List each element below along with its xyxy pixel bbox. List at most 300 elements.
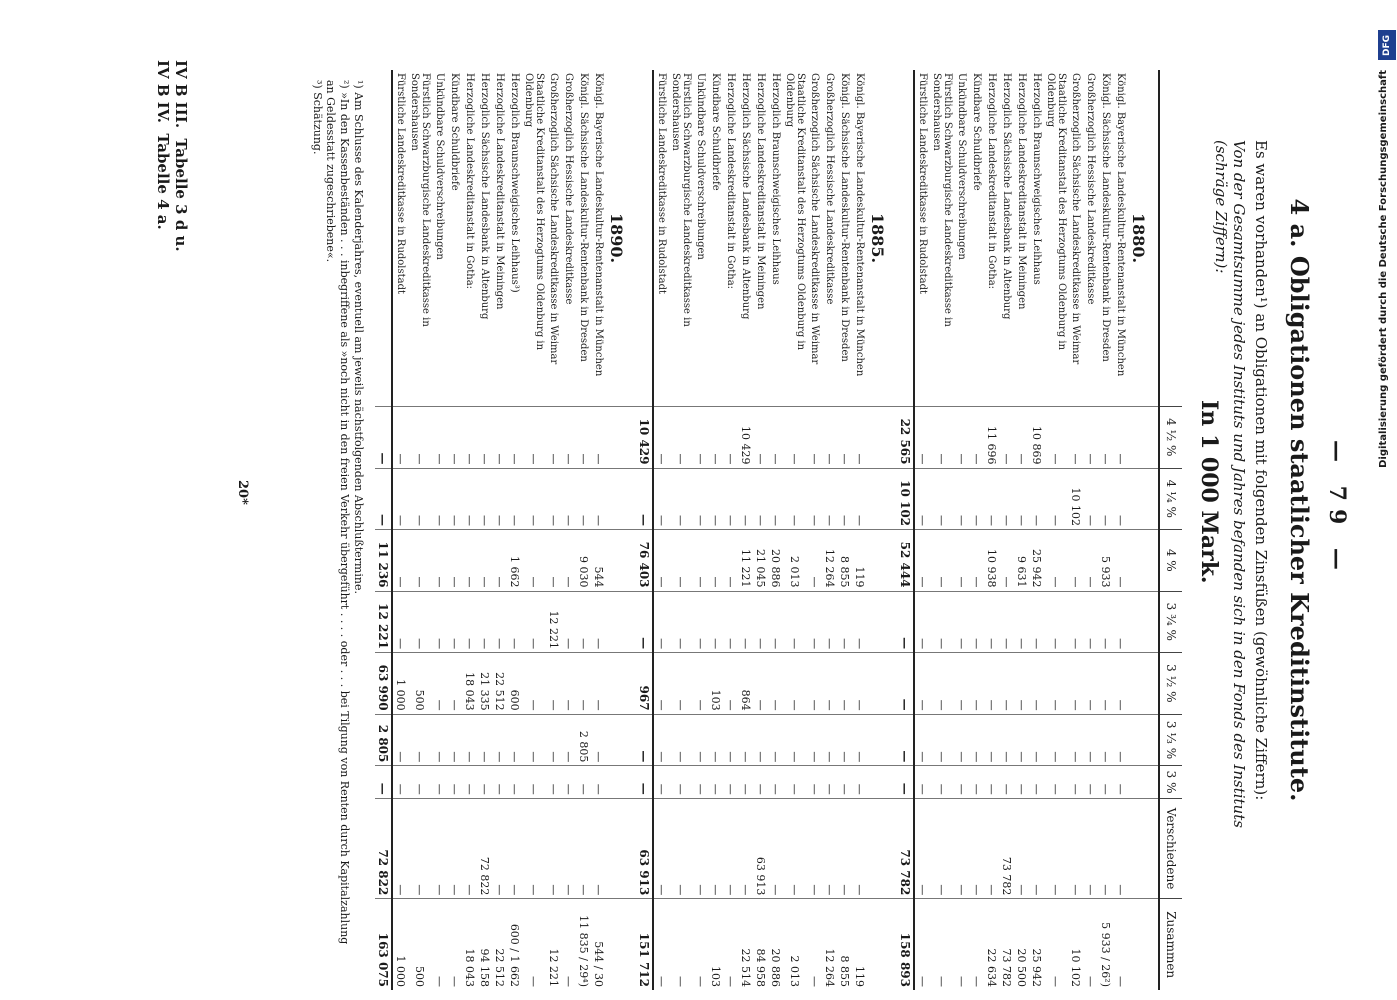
row-label: Kündbare Schuldbriefe xyxy=(710,73,721,191)
table-cell: — xyxy=(561,468,576,530)
row-label: Herzogliche Landeskreditanstalt in Gotha: xyxy=(464,73,475,290)
table-row xyxy=(852,70,867,990)
table-cell: — xyxy=(1014,653,1029,715)
table-cell: 10 102 xyxy=(1068,899,1083,990)
table-cell: — xyxy=(768,653,783,715)
row-label: Fürstlich Schwarzburgische Landeskreditkasse in Sondershausen xyxy=(670,73,692,327)
table-cell: — xyxy=(392,468,408,530)
row-label: Herzoglich Sächsische Landesbank in Altenburg xyxy=(1001,73,1012,320)
table-cell: — xyxy=(1113,714,1128,766)
table-cell: — xyxy=(807,714,822,766)
table-cell: — xyxy=(738,591,753,653)
table-cell: — xyxy=(969,591,984,653)
table-cell: 2 013 xyxy=(783,899,807,990)
table-cell: — xyxy=(669,899,693,990)
table-cell: — xyxy=(837,714,852,766)
year-spacer xyxy=(606,530,636,592)
table-cell: — xyxy=(591,766,606,798)
table-cell: — xyxy=(708,530,723,592)
table-cell: — xyxy=(753,766,768,798)
table-cell: — xyxy=(408,766,432,798)
table-cell: — xyxy=(1098,798,1113,899)
table-cell: — xyxy=(708,591,723,653)
table-cell: — xyxy=(837,468,852,530)
table-cell: — xyxy=(576,591,591,653)
total-cell: — xyxy=(897,714,914,766)
page-corner-mark: 20* xyxy=(235,480,250,505)
col-header: 3 ½ % xyxy=(1159,653,1182,715)
table-cell: 500 xyxy=(408,899,432,990)
table-cell: — xyxy=(561,653,576,715)
table-cell: 21 335 xyxy=(477,653,492,715)
year-spacer xyxy=(1128,766,1159,798)
table-row xyxy=(462,70,477,990)
table-cell: — xyxy=(708,798,723,899)
ref-line2-b: Tabelle 4 a. xyxy=(154,133,172,230)
table-cell: — xyxy=(1044,407,1068,469)
table-cell: — xyxy=(969,714,984,766)
table-cell: — xyxy=(1014,407,1029,469)
table-cell: — xyxy=(807,591,822,653)
total-cell: 76 403 xyxy=(636,530,653,592)
table-cell: 2 805 xyxy=(576,714,591,766)
table-cell: — xyxy=(507,407,522,469)
table-cell: — xyxy=(807,766,822,798)
table-cell: — xyxy=(783,766,807,798)
row-label: Königl. Bayerische Landeskultur-Rentenanstalt in München xyxy=(854,73,865,377)
table-cell: — xyxy=(954,798,969,899)
table-cell: — xyxy=(1083,407,1098,469)
table-cell: — xyxy=(723,653,738,715)
year-spacer xyxy=(606,714,636,766)
ref-line2-a: IV B IV. xyxy=(154,60,172,124)
row-label: Herzoglich Sächsische Landesbank in Altenburg xyxy=(479,73,490,320)
dfg-text: Digitalisierung gefördert durch die Deutsche Forschungsgemeinschaft xyxy=(1378,70,1389,468)
table-cell: — xyxy=(723,899,738,990)
table-cell: — xyxy=(954,591,969,653)
table-cell: — xyxy=(1083,714,1098,766)
obligations-table xyxy=(375,70,1182,990)
table-cell: — xyxy=(561,530,576,592)
table-row xyxy=(930,70,954,990)
table-cell: 544 / 30 xyxy=(591,899,606,990)
table-cell: — xyxy=(723,591,738,653)
table-cell: 500 xyxy=(408,653,432,715)
table-cell: — xyxy=(693,591,708,653)
table-row xyxy=(822,70,837,990)
table-cell: — xyxy=(753,468,768,530)
table-cell: — xyxy=(969,530,984,592)
table-cell: — xyxy=(753,407,768,469)
table-cell: — xyxy=(522,530,546,592)
table-body xyxy=(375,70,1159,990)
row-label: Großherzoglich Hessische Landeskreditkasse xyxy=(824,73,835,305)
ref-line1-b: Tabelle 3 d u. xyxy=(172,138,190,252)
year-spacer xyxy=(1128,407,1159,469)
table-cell: — xyxy=(447,407,462,469)
table-cell: — xyxy=(914,798,930,899)
table-cell: — xyxy=(447,591,462,653)
table-cell: — xyxy=(492,407,507,469)
row-label: Großherzoglich Sächsische Landeskreditkasse in Weimar xyxy=(1070,73,1081,365)
year-spacer xyxy=(867,653,897,715)
table-cell: — xyxy=(447,653,462,715)
footnote-2: ²) »In den Kassenbeständen . . . inbegriffene als »noch nicht in den freien Verkehr übergeführt . . . . oder . . . bei Tilgung von Renten durch Kapitalzahlung an Geldesstatt zugeschriebene«. xyxy=(324,80,352,945)
table-cell: — xyxy=(783,591,807,653)
row-label: Herzogliche Landeskreditanstalt in Meiningen xyxy=(494,73,505,310)
table-cell: — xyxy=(546,653,561,715)
total-cell: — xyxy=(636,591,653,653)
col-header: 3 ¾ % xyxy=(1159,591,1182,653)
total-row xyxy=(636,70,653,990)
table-cell: — xyxy=(1044,468,1068,530)
table-cell: 73 782 xyxy=(999,899,1014,990)
table-cell: — xyxy=(546,714,561,766)
row-label: Herzogliche Landeskreditanstalt in Meiningen xyxy=(1016,73,1027,310)
total-cell: 2 805 xyxy=(375,714,392,766)
row-label: Großherzoglich Hessische Landeskreditkasse xyxy=(563,73,574,305)
year-spacer xyxy=(1128,468,1159,530)
table-cell: — xyxy=(738,766,753,798)
table-cell: — xyxy=(669,798,693,899)
table-cell: — xyxy=(1098,653,1113,715)
table-cell: — xyxy=(561,798,576,899)
year-spacer xyxy=(867,714,897,766)
table-cell: — xyxy=(852,591,867,653)
table-cell: — xyxy=(1113,798,1128,899)
table-cell: — xyxy=(1098,766,1113,798)
page-number: — 79 — xyxy=(1324,440,1350,578)
table-cell: — xyxy=(954,766,969,798)
year-spacer xyxy=(867,591,897,653)
table-cell: — xyxy=(768,468,783,530)
table-row xyxy=(914,70,930,990)
table-cell: — xyxy=(914,766,930,798)
year-spacer xyxy=(606,591,636,653)
table-cell: — xyxy=(1044,714,1068,766)
table-cell: — xyxy=(462,714,477,766)
table-cell: — xyxy=(392,798,408,899)
year-spacer xyxy=(867,530,897,592)
table-cell: — xyxy=(822,766,837,798)
table-cell: — xyxy=(1014,714,1029,766)
table-cell: 22 514 xyxy=(738,899,753,990)
table-cell: — xyxy=(492,766,507,798)
table-row xyxy=(984,70,999,990)
table-cell: 1 662 xyxy=(507,530,522,592)
year-spacer xyxy=(606,899,636,990)
table-cell: — xyxy=(969,653,984,715)
table-row xyxy=(591,70,606,990)
table-row xyxy=(1029,70,1044,990)
table-cell: 2 013 xyxy=(783,530,807,592)
total-cell: — xyxy=(897,766,914,798)
table-cell: — xyxy=(954,530,969,592)
table-cell: — xyxy=(1044,766,1068,798)
table-cell: — xyxy=(507,468,522,530)
table-cell: — xyxy=(561,766,576,798)
table-cell: — xyxy=(954,714,969,766)
table-cell: 18 043 xyxy=(462,899,477,990)
table-cell: — xyxy=(723,798,738,899)
year-spacer xyxy=(606,766,636,798)
table-cell: — xyxy=(576,798,591,899)
table-cell: — xyxy=(653,899,669,990)
table-cell: — xyxy=(768,591,783,653)
table-row xyxy=(392,70,408,990)
table-cell: — xyxy=(669,766,693,798)
table-row xyxy=(807,70,822,990)
unit-label: In 1 000 Mark. xyxy=(1196,400,1222,584)
table-cell: — xyxy=(1113,530,1128,592)
table-cell: — xyxy=(984,468,999,530)
table-cell: — xyxy=(984,653,999,715)
table-reference xyxy=(154,60,190,252)
col-header: 4 ¼ % xyxy=(1159,468,1182,530)
total-cell: 11 236 xyxy=(375,530,392,592)
table-cell: — xyxy=(693,407,708,469)
table-header-row xyxy=(1159,70,1182,990)
table-cell: — xyxy=(669,468,693,530)
table-cell: — xyxy=(392,407,408,469)
table-cell: 1 000 xyxy=(392,653,408,715)
table-row xyxy=(669,70,693,990)
table-cell: — xyxy=(852,766,867,798)
table-cell: — xyxy=(1029,591,1044,653)
table-cell: — xyxy=(447,714,462,766)
table-cell: 22 512 xyxy=(492,653,507,715)
table-cell: — xyxy=(914,468,930,530)
table-cell: — xyxy=(1083,899,1098,990)
table-row xyxy=(576,70,591,990)
table-cell: — xyxy=(462,407,477,469)
total-row xyxy=(375,70,392,990)
table-row xyxy=(653,70,669,990)
col-header: 3 % xyxy=(1159,766,1182,798)
table-cell: — xyxy=(546,766,561,798)
table-cell: — xyxy=(837,653,852,715)
table-cell: — xyxy=(653,766,669,798)
table-cell: 73 782 xyxy=(999,798,1014,899)
table-cell: — xyxy=(1113,591,1128,653)
table-cell: — xyxy=(807,407,822,469)
table-cell: 119 xyxy=(852,530,867,592)
total-cell: — xyxy=(636,468,653,530)
total-cell: 73 782 xyxy=(897,798,914,899)
row-label: Herzogliche Landeskreditanstalt in Gotha: xyxy=(725,73,736,290)
table-cell: — xyxy=(723,468,738,530)
table-cell: — xyxy=(408,468,432,530)
table-cell: — xyxy=(546,407,561,469)
table-cell: — xyxy=(432,530,447,592)
table-cell: 22 512 xyxy=(492,899,507,990)
table-cell: — xyxy=(392,591,408,653)
table-cell: — xyxy=(954,407,969,469)
table-cell: 9 631 xyxy=(1014,530,1029,592)
table-cell: — xyxy=(984,591,999,653)
row-label: Staatliche Kreditanstalt des Herzogtums Oldenburg in Oldenburg xyxy=(784,73,806,351)
row-label: Königl. Sächsische Landeskultur-Rentenbank in Dresden xyxy=(839,73,850,362)
table-cell: — xyxy=(693,714,708,766)
table-cell: — xyxy=(507,714,522,766)
table-cell: — xyxy=(693,653,708,715)
table-cell: — xyxy=(693,798,708,899)
total-cell: 158 893 xyxy=(897,899,914,990)
year-spacer xyxy=(867,766,897,798)
table-cell: — xyxy=(1044,591,1068,653)
table-row xyxy=(837,70,852,990)
table-cell: 63 913 xyxy=(753,798,768,899)
table-cell: — xyxy=(522,468,546,530)
table-cell: 103 xyxy=(708,899,723,990)
table-cell: — xyxy=(477,530,492,592)
row-label: Staatliche Kreditanstalt des Herzogtums Oldenburg in Oldenburg xyxy=(523,73,545,351)
year-spacer xyxy=(606,798,636,899)
row-label: Herzogliche Landeskreditanstalt in Meiningen xyxy=(755,73,766,310)
table-cell: — xyxy=(408,591,432,653)
table-cell: — xyxy=(492,530,507,592)
table-cell: — xyxy=(930,766,954,798)
table-cell: 11 696 xyxy=(984,407,999,469)
table-cell: 94 158 xyxy=(477,899,492,990)
row-label: Herzogliche Landeskreditanstalt in Gotha: xyxy=(986,73,997,290)
table-cell: 25 942 xyxy=(1029,530,1044,592)
table-row xyxy=(1083,70,1098,990)
table-cell: — xyxy=(432,899,447,990)
table-cell: — xyxy=(1014,766,1029,798)
table-row xyxy=(432,70,447,990)
total-cell: 52 444 xyxy=(897,530,914,592)
table-cell: — xyxy=(914,530,930,592)
year-spacer xyxy=(1128,798,1159,899)
table-cell: — xyxy=(447,766,462,798)
label-header xyxy=(1159,70,1182,407)
table-cell: — xyxy=(546,468,561,530)
table-cell: — xyxy=(1029,468,1044,530)
total-cell: 22 565 xyxy=(897,407,914,469)
table-row xyxy=(507,70,522,990)
table-row xyxy=(1044,70,1068,990)
total-cell: — xyxy=(375,766,392,798)
total-cell: 72 822 xyxy=(375,798,392,899)
table-row xyxy=(969,70,984,990)
table-cell: — xyxy=(1014,591,1029,653)
table-cell: 10 102 xyxy=(1068,468,1083,530)
table-cell: — xyxy=(1098,407,1113,469)
table-cell: 22 634 xyxy=(984,899,999,990)
table-cell: — xyxy=(969,766,984,798)
table-cell: — xyxy=(984,714,999,766)
table-cell: — xyxy=(477,407,492,469)
total-label xyxy=(636,70,653,407)
table-cell: — xyxy=(1014,468,1029,530)
table-cell: 12 264 xyxy=(822,530,837,592)
table-row xyxy=(783,70,807,990)
table-cell: — xyxy=(653,407,669,469)
table-cell: — xyxy=(447,899,462,990)
table-row xyxy=(1068,70,1083,990)
table-cell: — xyxy=(999,530,1014,592)
table-cell: — xyxy=(852,714,867,766)
row-label: Kündbare Schuldbriefe xyxy=(449,73,460,191)
table-cell: — xyxy=(432,468,447,530)
row-label: Kündbare Schuldbriefe xyxy=(971,73,982,191)
table-cell: — xyxy=(507,798,522,899)
table-row xyxy=(1014,70,1029,990)
table-row xyxy=(753,70,768,990)
table-cell: — xyxy=(522,653,546,715)
col-header: 4 ½ % xyxy=(1159,407,1182,469)
intro-text-1: Es waren vorhanden¹) an Obligationen mit folgenden Zinsfüßen (gewöhnliche Ziffern): xyxy=(1252,140,1270,801)
row-label: Fürstlich Schwarzburgische Landeskreditkasse in Sondershausen xyxy=(409,73,431,327)
total-cell: 967 xyxy=(636,653,653,715)
total-cell: — xyxy=(375,468,392,530)
table-cell: — xyxy=(1068,653,1083,715)
table-cell: — xyxy=(753,653,768,715)
year-label: 1885. xyxy=(868,212,887,264)
table-cell: — xyxy=(768,766,783,798)
dfg-credit xyxy=(1378,30,1396,990)
table-cell: — xyxy=(462,468,477,530)
table-row xyxy=(954,70,969,990)
year-label: 1880. xyxy=(1129,212,1148,264)
year-spacer xyxy=(867,407,897,469)
table-row xyxy=(1113,70,1128,990)
table-cell: — xyxy=(432,591,447,653)
table-cell: 12 264 xyxy=(822,899,837,990)
table-cell: — xyxy=(738,468,753,530)
total-cell: 63 990 xyxy=(375,653,392,715)
table-cell: — xyxy=(576,653,591,715)
row-label: Fürstliche Landeskreditkasse in Rudolstadt xyxy=(656,73,667,295)
table-cell: — xyxy=(591,798,606,899)
table-cell: — xyxy=(914,407,930,469)
table-cell: — xyxy=(930,653,954,715)
table-cell: — xyxy=(462,591,477,653)
table-cell: — xyxy=(852,653,867,715)
table-cell: — xyxy=(822,407,837,469)
footnote-3: ³) Schätzung. xyxy=(310,80,324,155)
table-cell: — xyxy=(930,591,954,653)
table-cell: 5 933 xyxy=(1098,530,1113,592)
table-cell: — xyxy=(1083,766,1098,798)
table-cell: 600 xyxy=(507,653,522,715)
total-label xyxy=(375,70,392,407)
table-cell: — xyxy=(477,591,492,653)
table-cell: — xyxy=(999,591,1014,653)
table-row xyxy=(723,70,738,990)
table-cell: 8 855 xyxy=(837,530,852,592)
table-row xyxy=(477,70,492,990)
row-label: Herzoglich Braunschweigisches Leihhaus xyxy=(770,73,781,285)
table-cell: — xyxy=(930,798,954,899)
table-row xyxy=(708,70,723,990)
table-cell: — xyxy=(693,530,708,592)
table-cell: — xyxy=(653,591,669,653)
table-cell: — xyxy=(1029,766,1044,798)
table-cell: — xyxy=(653,468,669,530)
table-cell: — xyxy=(492,591,507,653)
total-row xyxy=(897,70,914,990)
table-cell: — xyxy=(392,530,408,592)
table-cell: — xyxy=(693,899,708,990)
table-cell: — xyxy=(408,798,432,899)
table-cell: — xyxy=(852,468,867,530)
table-cell: — xyxy=(807,899,822,990)
year-spacer xyxy=(1128,899,1159,990)
table-cell: — xyxy=(914,591,930,653)
table-cell: — xyxy=(693,766,708,798)
